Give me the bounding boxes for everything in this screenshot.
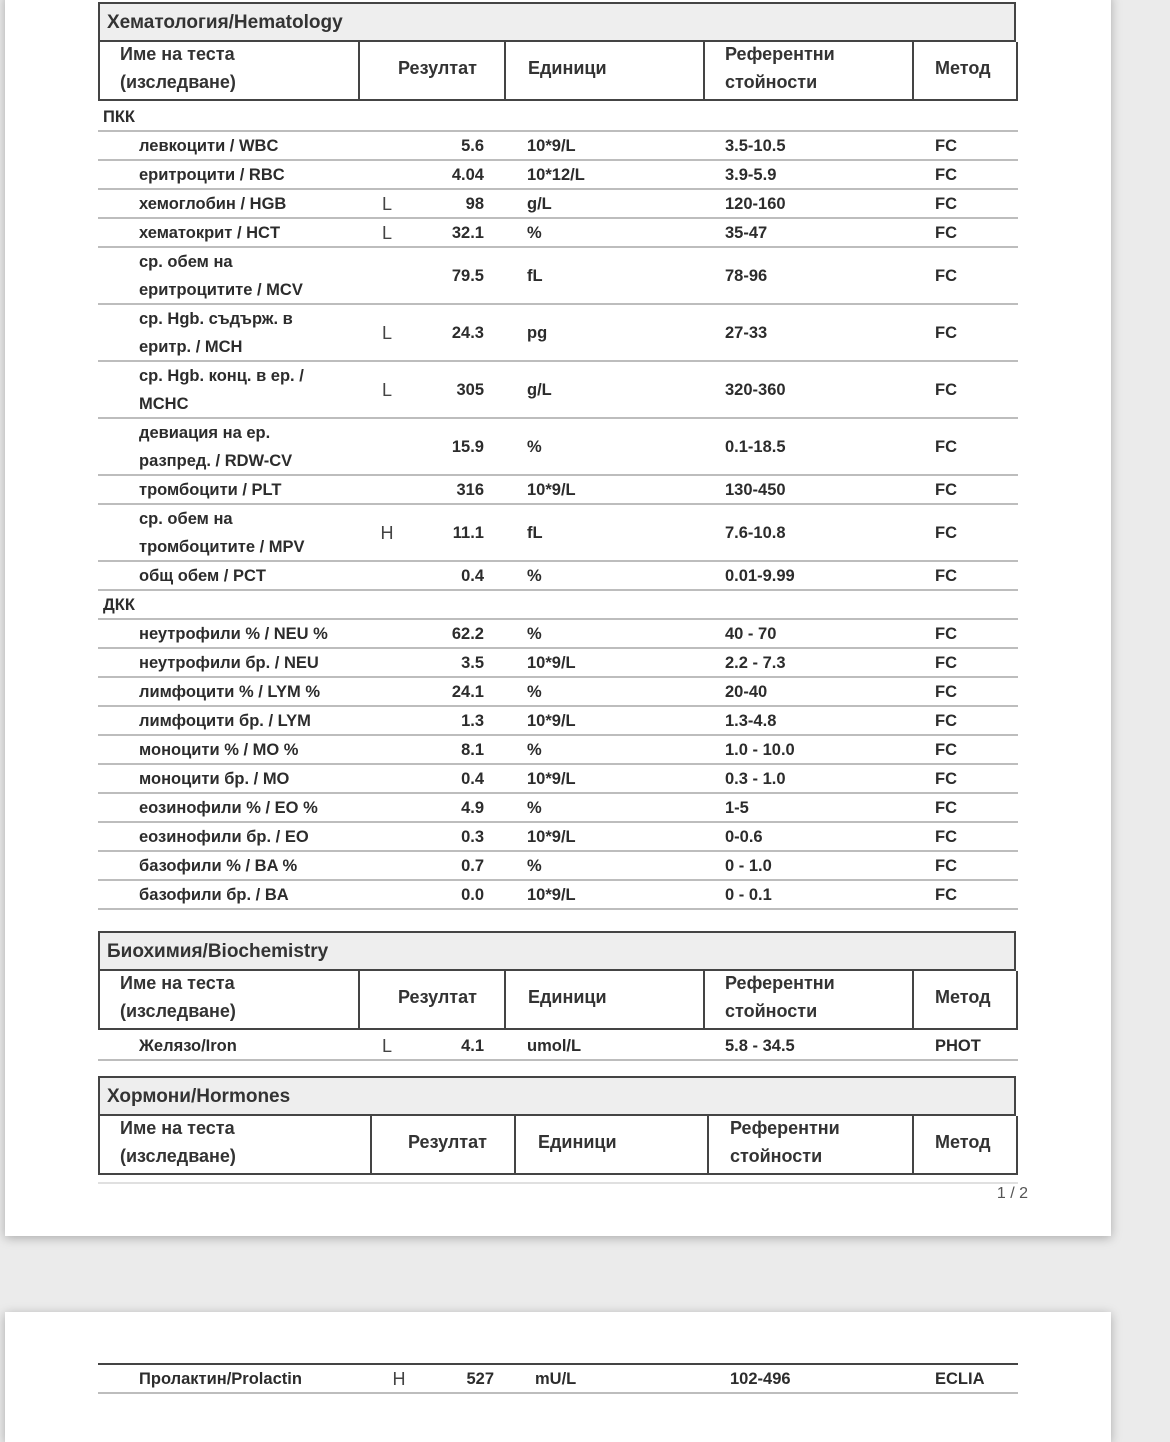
reference-range: 40 - 70 — [725, 625, 777, 643]
header-reference: Референтни стойности — [725, 44, 835, 92]
table-row — [98, 620, 1018, 649]
header-reference: Референтни стойности — [725, 973, 835, 1021]
unit-value: g/L — [527, 381, 552, 399]
report-page-2 — [5, 1312, 1111, 1442]
test-name: ср. обем на тромбоцитите / MPV — [139, 510, 305, 556]
reference-range: 0 - 1.0 — [725, 857, 772, 875]
unit-value: pg — [527, 324, 548, 342]
test-name: ср. Hgb. конц. в ер. / MCHC — [139, 367, 304, 413]
group-row — [98, 591, 1018, 620]
unit-value: 10*9/L — [527, 137, 576, 155]
section-title-biochemistry — [98, 931, 1016, 971]
reference-range: 1-5 — [725, 799, 749, 817]
table-header-biochemistry — [98, 971, 1018, 1030]
reference-range: 320-360 — [725, 381, 786, 399]
group-label: ДКК — [103, 596, 135, 614]
result-value: 0.0 — [461, 886, 484, 904]
table-row — [98, 562, 1018, 591]
unit-value: % — [527, 799, 542, 817]
table-row — [98, 678, 1018, 707]
unit-value: % — [527, 625, 542, 643]
reference-range: 130-450 — [725, 481, 786, 499]
method-value: FC — [935, 324, 957, 342]
unit-value: 10*9/L — [527, 481, 576, 499]
result-value: 79.5 — [451, 267, 484, 285]
result-value: 0.4 — [461, 770, 484, 788]
result-value: 24.3 — [451, 324, 484, 342]
result-value: 4.04 — [451, 166, 484, 184]
result-value: 5.6 — [461, 137, 484, 155]
table-row — [98, 132, 1018, 161]
header-units: Единици — [528, 987, 607, 1007]
method-value: FC — [935, 195, 957, 213]
result-flag: L — [381, 1036, 392, 1056]
test-name: еритроцити / RBC — [139, 166, 285, 184]
test-name: тромбоцити / PLT — [139, 481, 282, 499]
header-name: Име на теста (изследване) — [120, 44, 236, 92]
reference-range: 1.3-4.8 — [725, 712, 777, 730]
table-row — [98, 362, 1018, 419]
reference-range: 120-160 — [725, 195, 786, 213]
table-row — [98, 505, 1018, 562]
result-value: 4.9 — [461, 799, 484, 817]
reference-range: 35-47 — [725, 224, 768, 242]
table-row — [98, 765, 1018, 794]
table-row — [98, 190, 1018, 219]
test-name: еозинофили бр. / EO — [139, 828, 309, 846]
test-name: еозинофили % / EO % — [139, 799, 318, 817]
reference-range: 7.6-10.8 — [725, 524, 786, 542]
reference-range: 0.01-9.99 — [725, 567, 795, 585]
table-header-hormones — [98, 1116, 1018, 1175]
reference-range: 0 - 0.1 — [725, 886, 772, 904]
table-row — [98, 476, 1018, 505]
test-name: хематокрит / HCT — [139, 224, 281, 242]
result-value: 316 — [456, 481, 484, 499]
result-value: 3.5 — [461, 654, 484, 672]
header-result: Резултат — [408, 1132, 487, 1152]
table-row — [98, 649, 1018, 678]
test-name: ср. Hgb. съдърж. в еритр. / MCH — [139, 310, 293, 356]
result-value: 305 — [456, 381, 484, 399]
method-value: FC — [935, 828, 957, 846]
header-method: Метод — [935, 58, 991, 78]
result-value: 4.1 — [461, 1037, 484, 1055]
result-value: 527 — [466, 1370, 494, 1388]
unit-value: 10*12/L — [527, 166, 585, 184]
unit-value: fL — [527, 524, 543, 542]
section-title-hormones — [98, 1076, 1016, 1116]
unit-value: mU/L — [535, 1370, 577, 1388]
result-value: 0.7 — [461, 857, 484, 875]
group-label: ПКК — [103, 108, 136, 126]
unit-value: 10*9/L — [527, 770, 576, 788]
unit-value: 10*9/L — [527, 828, 576, 846]
result-flag: H — [380, 523, 394, 543]
unit-value: % — [527, 741, 542, 759]
header-name: Име на теста (изследване) — [120, 1118, 236, 1166]
table-header-hematology — [98, 42, 1018, 101]
test-name: хемоглобин / HGB — [139, 195, 287, 213]
report-page-1 — [5, 0, 1111, 1236]
table-row — [98, 881, 1018, 910]
header-result: Резултат — [398, 987, 477, 1007]
method-value: FC — [935, 166, 957, 184]
header-method: Метод — [935, 1132, 991, 1152]
result-value: 62.2 — [451, 625, 484, 643]
unit-value: umol/L — [527, 1037, 582, 1055]
reference-range: 1.0 - 10.0 — [725, 741, 795, 759]
method-value: FC — [935, 799, 957, 817]
hematology-title: Хематология/Hematology — [107, 12, 343, 33]
method-value: FC — [935, 137, 957, 155]
method-value: FC — [935, 567, 957, 585]
method-value: FC — [935, 381, 957, 399]
result-value: 8.1 — [461, 741, 484, 759]
result-value: 1.3 — [461, 712, 484, 730]
method-value: PHOT — [935, 1037, 981, 1055]
reference-range: 5.8 - 34.5 — [725, 1037, 795, 1055]
test-name: девиация на ер. разпред. / RDW-CV — [139, 424, 293, 470]
reference-range: 0-0.6 — [725, 828, 763, 846]
page-number: 1 / 2 — [996, 1185, 1028, 1202]
header-result: Резултат — [398, 58, 477, 78]
reference-range: 27-33 — [725, 324, 768, 342]
test-name: левкоцити / WBC — [139, 137, 279, 155]
method-value: FC — [935, 886, 957, 904]
table-row — [98, 248, 1018, 305]
method-value: FC — [935, 712, 957, 730]
hormones-title: Хормони/Hormones — [107, 1086, 291, 1107]
test-name: общ обем / PCT — [139, 567, 266, 585]
table-row — [98, 1365, 1018, 1394]
reference-range: 2.2 - 7.3 — [725, 654, 786, 672]
result-flag: L — [381, 194, 392, 214]
test-name: Пролактин/Prolactin — [139, 1370, 302, 1388]
unit-value: 10*9/L — [527, 654, 576, 672]
result-value: 11.1 — [452, 524, 484, 542]
group-row — [98, 103, 1018, 132]
reference-range: 3.5-10.5 — [725, 137, 786, 155]
reference-range: 0.3 - 1.0 — [725, 770, 786, 788]
result-value: 0.3 — [461, 828, 484, 846]
header-reference: Референтни стойности — [730, 1118, 840, 1166]
test-name: базофили % / BA % — [139, 857, 298, 875]
unit-value: 10*9/L — [527, 886, 576, 904]
result-flag: H — [392, 1369, 406, 1389]
result-flag: L — [381, 380, 392, 400]
header-units: Единици — [528, 58, 607, 78]
table-row — [98, 794, 1018, 823]
header-units: Единици — [538, 1132, 617, 1152]
unit-value: % — [527, 438, 542, 456]
result-flag: L — [381, 323, 392, 343]
unit-value: fL — [527, 267, 543, 285]
method-value: FC — [935, 625, 957, 643]
method-value: ECLIA — [935, 1370, 985, 1388]
method-value: FC — [935, 267, 957, 285]
table-row — [98, 419, 1018, 476]
biochemistry-title: Биохимия/Biochemistry — [107, 941, 329, 962]
table-row — [98, 161, 1018, 190]
unit-value: % — [527, 567, 542, 585]
test-name: моноцити бр. / MO — [139, 770, 290, 788]
test-name: лимфоцити % / LYM % — [139, 683, 321, 701]
method-value: FC — [935, 438, 957, 456]
unit-value: g/L — [527, 195, 552, 213]
reference-range: 3.9-5.9 — [725, 166, 777, 184]
table-row — [98, 1032, 1018, 1061]
reference-range: 78-96 — [725, 267, 768, 285]
unit-value: % — [527, 224, 542, 242]
result-value: 32.1 — [451, 224, 484, 242]
method-value: FC — [935, 770, 957, 788]
table-row — [98, 852, 1018, 881]
method-value: FC — [935, 224, 957, 242]
header-method: Метод — [935, 987, 991, 1007]
unit-value: 10*9/L — [527, 712, 576, 730]
test-name: неутрофили % / NEU % — [139, 625, 328, 643]
result-value: 15.9 — [451, 438, 484, 456]
unit-value: % — [527, 683, 542, 701]
table-row — [98, 823, 1018, 852]
test-name: моноцити % / MO % — [139, 741, 299, 759]
reference-range: 0.1-18.5 — [725, 438, 786, 456]
table-row — [98, 707, 1018, 736]
result-flag: L — [381, 223, 392, 243]
method-value: FC — [935, 481, 957, 499]
result-value: 0.4 — [461, 567, 484, 585]
result-value: 98 — [465, 195, 484, 213]
method-value: FC — [935, 654, 957, 672]
test-name: лимфоцити бр. / LYM — [139, 712, 311, 730]
table-row — [98, 305, 1018, 362]
test-name: базофили бр. / BA — [139, 886, 289, 904]
reference-range: 102-496 — [730, 1370, 791, 1388]
reference-range: 20-40 — [725, 683, 768, 701]
section-title-hematology — [98, 2, 1016, 42]
method-value: FC — [935, 524, 957, 542]
method-value: FC — [935, 741, 957, 759]
table-row — [98, 219, 1018, 248]
header-name: Име на теста (изследване) — [120, 973, 236, 1021]
divider — [98, 1182, 1018, 1184]
test-name: ср. обем на еритроцитите / MCV — [139, 253, 303, 299]
method-value: FC — [935, 683, 957, 701]
method-value: FC — [935, 857, 957, 875]
test-name: неутрофили бр. / NEU — [139, 654, 319, 672]
test-name: Желязо/Iron — [139, 1037, 237, 1055]
result-value: 24.1 — [451, 683, 484, 701]
table-row — [98, 736, 1018, 765]
unit-value: % — [527, 857, 542, 875]
